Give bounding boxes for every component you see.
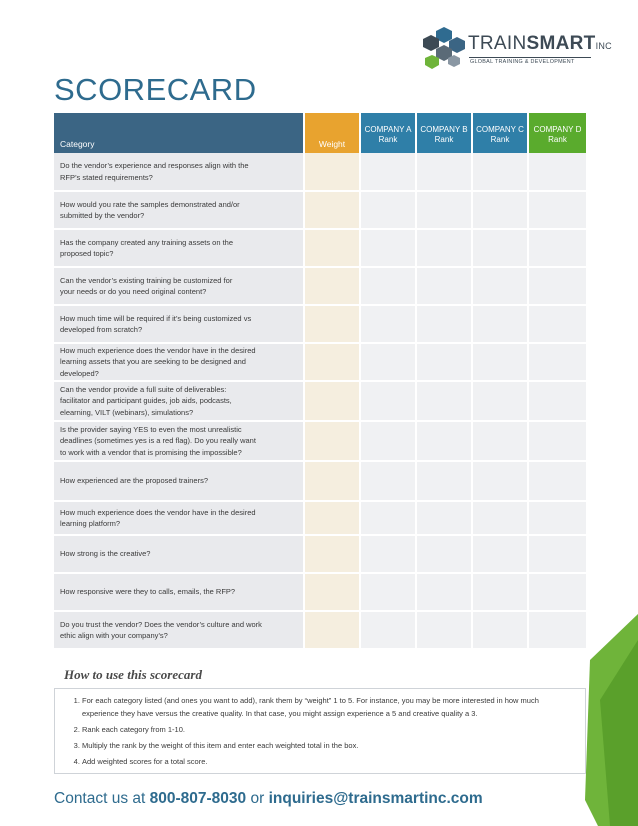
company-d-rank-cell[interactable] bbox=[528, 229, 586, 267]
category-cell bbox=[54, 343, 304, 381]
company-b-rank-cell[interactable] bbox=[416, 573, 472, 611]
category-line: developed from scratch? bbox=[60, 325, 143, 334]
category-line: How much experience does the vendor have in the desired bbox=[60, 507, 256, 517]
company-c-header bbox=[472, 113, 528, 153]
company-a-rank-cell[interactable] bbox=[360, 535, 416, 573]
category-cell bbox=[54, 421, 304, 461]
category-line: Do the vendor’s experience and responses align with the bbox=[60, 161, 249, 170]
weight-input-cell[interactable] bbox=[304, 191, 360, 229]
header-row bbox=[54, 113, 586, 153]
category-cell bbox=[54, 153, 304, 191]
company-b-rank-cell[interactable] bbox=[416, 611, 472, 649]
weight-input-cell[interactable] bbox=[304, 153, 360, 191]
table-row bbox=[54, 267, 586, 305]
company-a-rank-cell[interactable] bbox=[360, 461, 416, 501]
company-b-rank-cell[interactable] bbox=[416, 153, 472, 191]
company-b-rank-label: Rank bbox=[434, 135, 454, 144]
weight-input-cell[interactable] bbox=[304, 421, 360, 461]
company-a-name: COMPANY A bbox=[364, 125, 412, 134]
table-row bbox=[54, 535, 586, 573]
company-d-rank-cell[interactable] bbox=[528, 153, 586, 191]
howto-title: How to use this scorecard bbox=[64, 667, 202, 682]
category-cell bbox=[54, 267, 304, 305]
table-row bbox=[54, 229, 586, 267]
category-line: ethic align with your company’s? bbox=[60, 631, 168, 640]
weight-input-cell[interactable] bbox=[304, 305, 360, 343]
company-d-rank-cell[interactable] bbox=[528, 343, 586, 381]
page-title: SCORECARD bbox=[54, 72, 257, 107]
logo-light: TRAIN bbox=[468, 33, 527, 54]
company-d-rank-cell[interactable] bbox=[528, 191, 586, 229]
company-d-rank-cell[interactable] bbox=[528, 611, 586, 649]
company-c-rank-cell[interactable] bbox=[472, 229, 528, 267]
company-b-rank-cell[interactable] bbox=[416, 535, 472, 573]
company-a-rank-cell[interactable] bbox=[360, 191, 416, 229]
company-c-rank-cell[interactable] bbox=[472, 501, 528, 535]
company-b-name: COMPANY B bbox=[420, 125, 468, 134]
weight-input-cell[interactable] bbox=[304, 343, 360, 381]
company-b-rank-cell[interactable] bbox=[416, 381, 472, 421]
company-a-rank-cell[interactable] bbox=[360, 421, 416, 461]
weight-input-cell[interactable] bbox=[304, 381, 360, 421]
category-line: elearning, VILT (webinars), simulations? bbox=[60, 407, 194, 417]
company-a-rank-cell[interactable] bbox=[360, 267, 416, 305]
weight-input-cell[interactable] bbox=[304, 535, 360, 573]
company-c-rank-cell[interactable] bbox=[472, 421, 528, 461]
company-b-header bbox=[416, 113, 472, 153]
category-cell bbox=[54, 191, 304, 229]
table-row bbox=[54, 421, 586, 461]
category-cell bbox=[54, 501, 304, 535]
weight-input-cell[interactable] bbox=[304, 267, 360, 305]
company-a-rank-cell[interactable] bbox=[360, 343, 416, 381]
contact-prefix: Contact us at bbox=[54, 790, 146, 807]
category-line: How responsive were they to calls, emails, the RFP? bbox=[60, 587, 236, 597]
logo-suffix: INC bbox=[595, 41, 612, 51]
category-line: Can the vendor’s existing training be customized for bbox=[60, 275, 233, 285]
category-line: How would you rate the samples demonstrated and/or bbox=[60, 199, 240, 209]
category-line: How much experience does the vendor have in the desired bbox=[60, 345, 256, 355]
category-line: facilitator and participant guides, job aids, podcasts, bbox=[60, 396, 232, 406]
company-c-name: COMPANY C bbox=[476, 125, 524, 134]
company-c-rank-cell[interactable] bbox=[472, 153, 528, 191]
category-cell bbox=[54, 381, 304, 421]
company-c-rank-cell[interactable] bbox=[472, 191, 528, 229]
company-c-rank-cell[interactable] bbox=[472, 381, 528, 421]
company-d-rank-cell[interactable] bbox=[528, 573, 586, 611]
category-line: Do you trust the vendor? Does the vendor’s culture and work bbox=[60, 619, 262, 629]
company-d-rank-cell[interactable] bbox=[528, 305, 586, 343]
category-cell bbox=[54, 229, 304, 267]
howto-step: 1. For each category listed (and ones you want to add), rank them by “weight” 1 to 5. For instance, you may be more interested in how much experience they have versus the creative quality. In that case, you might assign experience a 5 and creative quality a 3. bbox=[82, 694, 585, 720]
category-line: developed? bbox=[60, 368, 99, 378]
table-row bbox=[54, 501, 586, 535]
category-line: Can the vendor provide a full suite of deliverables: bbox=[60, 384, 227, 394]
logo-divider bbox=[469, 57, 591, 58]
company-b-rank-cell[interactable] bbox=[416, 421, 472, 461]
contact-phone[interactable]: 800-807-8030 bbox=[149, 790, 247, 807]
company-b-rank-cell[interactable] bbox=[416, 461, 472, 501]
company-d-rank-cell[interactable] bbox=[528, 267, 586, 305]
company-d-rank-label: Rank bbox=[548, 135, 567, 144]
company-d-name: COMPANY D bbox=[533, 125, 582, 134]
category-cell bbox=[54, 573, 304, 611]
category-line: How much time will be required if it’s being customized vs bbox=[60, 313, 252, 323]
category-cell bbox=[54, 611, 304, 649]
company-a-rank-cell[interactable] bbox=[360, 381, 416, 421]
category-line: learning platform? bbox=[60, 519, 121, 528]
category-line: to work with a vendor that is promising the impossible? bbox=[60, 447, 242, 457]
company-c-rank-cell[interactable] bbox=[472, 535, 528, 573]
company-c-rank-cell[interactable] bbox=[472, 267, 528, 305]
logo-tagline: GLOBAL TRAINING & DEVELOPMENT bbox=[470, 59, 575, 65]
weight-input-cell[interactable] bbox=[304, 611, 360, 649]
category-line: How strong is the creative? bbox=[60, 549, 151, 559]
company-c-rank-label: Rank bbox=[490, 135, 510, 144]
company-c-rank-cell[interactable] bbox=[472, 343, 528, 381]
company-a-rank-cell[interactable] bbox=[360, 229, 416, 267]
company-a-rank-cell[interactable] bbox=[360, 611, 416, 649]
company-b-rank-cell[interactable] bbox=[416, 191, 472, 229]
company-a-rank-cell[interactable] bbox=[360, 573, 416, 611]
weight-header: Weight bbox=[304, 113, 360, 153]
company-b-rank-cell[interactable] bbox=[416, 501, 472, 535]
company-d-rank-cell[interactable] bbox=[528, 421, 586, 461]
howto-steps bbox=[55, 689, 585, 768]
company-d-rank-cell[interactable] bbox=[528, 461, 586, 501]
company-c-rank-cell[interactable] bbox=[472, 611, 528, 649]
contact-joiner: or bbox=[250, 790, 265, 807]
weight-input-cell[interactable] bbox=[304, 573, 360, 611]
company-d-rank-cell[interactable] bbox=[528, 381, 586, 421]
company-c-rank-cell[interactable] bbox=[472, 461, 528, 501]
table-row bbox=[54, 573, 586, 611]
category-line: How experienced are the proposed trainers? bbox=[60, 476, 209, 486]
company-a-rank-label: Rank bbox=[378, 135, 398, 144]
table-row bbox=[54, 191, 586, 229]
category-cell bbox=[54, 461, 304, 501]
company-b-rank-cell[interactable] bbox=[416, 229, 472, 267]
table-row bbox=[54, 343, 586, 381]
logo-wordmark bbox=[468, 33, 612, 55]
category-cell bbox=[54, 305, 304, 343]
company-d-header bbox=[528, 113, 586, 153]
category-line: Has the company created any training assets on the bbox=[60, 237, 234, 247]
weight-input-cell[interactable] bbox=[304, 461, 360, 501]
company-a-rank-cell[interactable] bbox=[360, 153, 416, 191]
category-cell bbox=[54, 535, 304, 573]
logo-bold: SMART bbox=[526, 33, 596, 54]
company-d-rank-cell[interactable] bbox=[528, 535, 586, 573]
category-line: deadlines (sometimes yes is a red flag). Do you really want bbox=[60, 436, 256, 446]
category-line: learning assets that you are seeking to be designed and bbox=[60, 357, 246, 367]
table-row bbox=[54, 153, 586, 191]
company-a-rank-cell[interactable] bbox=[360, 305, 416, 343]
company-b-rank-cell[interactable] bbox=[416, 305, 472, 343]
trainsmart-logo bbox=[422, 27, 612, 71]
scorecard-table bbox=[54, 113, 586, 650]
company-a-rank-cell[interactable] bbox=[360, 501, 416, 535]
category-header: Category bbox=[54, 113, 304, 153]
weight-input-cell[interactable] bbox=[304, 229, 360, 267]
howto-step: 3. Multiply the rank by the weight of this item and enter each weighted total in the box. bbox=[82, 739, 585, 752]
category-line: RFP’s stated requirements? bbox=[60, 172, 153, 182]
company-c-rank-cell[interactable] bbox=[472, 573, 528, 611]
company-d-rank-cell[interactable] bbox=[528, 501, 586, 535]
contact-line bbox=[54, 790, 483, 808]
company-a-header bbox=[360, 113, 416, 153]
table-row bbox=[54, 305, 586, 343]
table-row bbox=[54, 461, 586, 501]
cube-cluster-icon bbox=[422, 27, 466, 71]
contact-email[interactable]: inquiries@trainsmartinc.com bbox=[268, 790, 483, 807]
howto-step: 2. Rank each category from 1-10. bbox=[82, 723, 585, 736]
howto-step: 4. Add weighted scores for a total score. bbox=[82, 755, 585, 768]
category-line: proposed topic? bbox=[60, 249, 114, 258]
weight-input-cell[interactable] bbox=[304, 501, 360, 535]
category-line: submitted by the vendor? bbox=[60, 211, 145, 220]
category-line: your needs or do you need original content? bbox=[60, 287, 207, 296]
table-row bbox=[54, 381, 586, 421]
table-row bbox=[54, 611, 586, 649]
category-line: Is the provider saying YES to even the most unrealistic bbox=[60, 424, 242, 434]
company-b-rank-cell[interactable] bbox=[416, 343, 472, 381]
company-b-rank-cell[interactable] bbox=[416, 267, 472, 305]
company-c-rank-cell[interactable] bbox=[472, 305, 528, 343]
howto-box bbox=[54, 688, 586, 774]
